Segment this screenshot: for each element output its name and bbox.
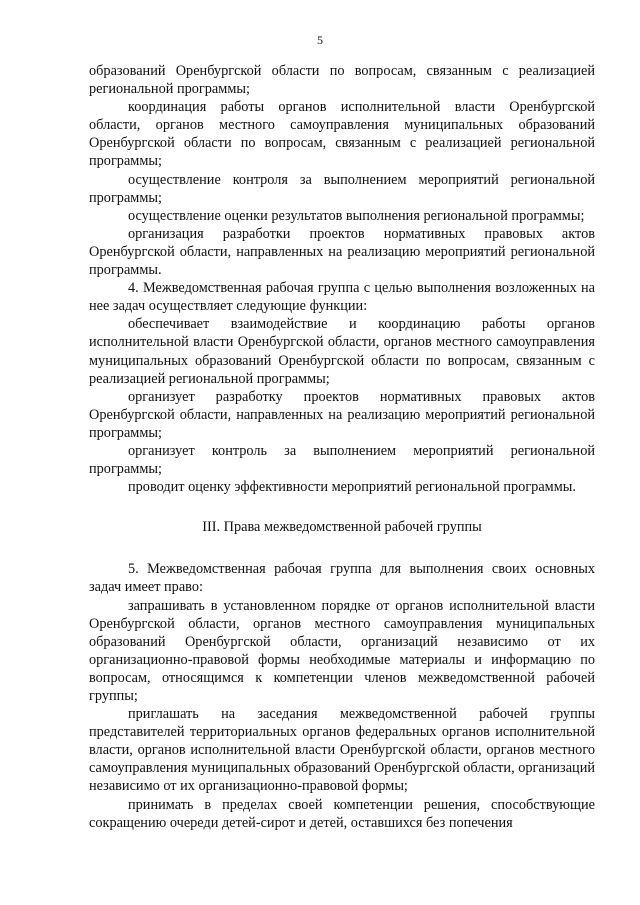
paragraph-assessment: осуществление оценки результатов выполнения региональной программы; xyxy=(128,207,585,224)
paragraph-function-evaluation: проводит оценку эффективности мероприятий региональной программы. xyxy=(128,479,576,496)
paragraph-right-invite: приглашать на заседания межведомственной рабочей группы представителей территориальных органов федеральных органов исполнительной власти, органов исполнительной власти Оренбургской области, органов местного самоуправления муниципальных образований Оренбургской области, организаций независимо от их организационно-правовой формы; xyxy=(89,706,595,795)
paragraph-continuation: образований Оренбургской области по вопросам, связанным с реализацией региональной программы; xyxy=(89,63,595,98)
paragraph-drafting: организация разработки проектов нормативных правовых актов Оренбургской области, направленных на реализацию мероприятий региональной программы. xyxy=(89,225,595,279)
document-body xyxy=(89,62,595,832)
paragraph-function-control: организует контроль за выполнением мероприятий региональной программы; xyxy=(89,442,595,478)
page-number: 5 xyxy=(317,33,323,47)
paragraph-item-4: 4. Межведомственная рабочая группа с целью выполнения возложенных на нее задач осуществляет следующие функции: xyxy=(89,280,595,315)
paragraph-item-5: 5. Межведомственная рабочая группа для выполнения своих основных задач имеет право: xyxy=(89,561,595,596)
paragraph-coordination: координация работы органов исполнительной власти Оренбургской области, органов местного самоуправления муниципальных образований Оренбургской области по вопросам, связанным с реализацией региональной программы; xyxy=(89,99,595,170)
paragraph-control: осуществление контроля за выполнением мероприятий региональной программы; xyxy=(89,171,595,206)
section-heading: III. Права межведомственной рабочей группы xyxy=(202,519,482,536)
paragraph-right-request: запрашивать в установленном порядке от органов исполнительной власти Оренбургской области, органов местного самоуправления муниципальных образований Оренбургской области, организаций независимо от их организационно-правовой формы необходимые материалы и информацию по вопросам, относящимся к компетенции членов межведомственной рабочей группы; xyxy=(89,597,595,704)
paragraph-right-decide: принимать в пределах своей компетенции решения, способствующие сокращению очереди детей-сирот и детей, оставшихся без попечения xyxy=(89,796,595,831)
paragraph-function-drafting: организует разработку проектов нормативных правовых актов Оренбургской области, направленных на реализацию мероприятий региональной программы; xyxy=(89,388,595,441)
paragraph-function-interaction: обеспечивает взаимодействие и координацию работы органов исполнительной власти Оренбургской области, органов местного самоуправления муниципальных образований Оренбургской области по вопросам, связанным с реализацией региональной программы; xyxy=(89,316,595,387)
